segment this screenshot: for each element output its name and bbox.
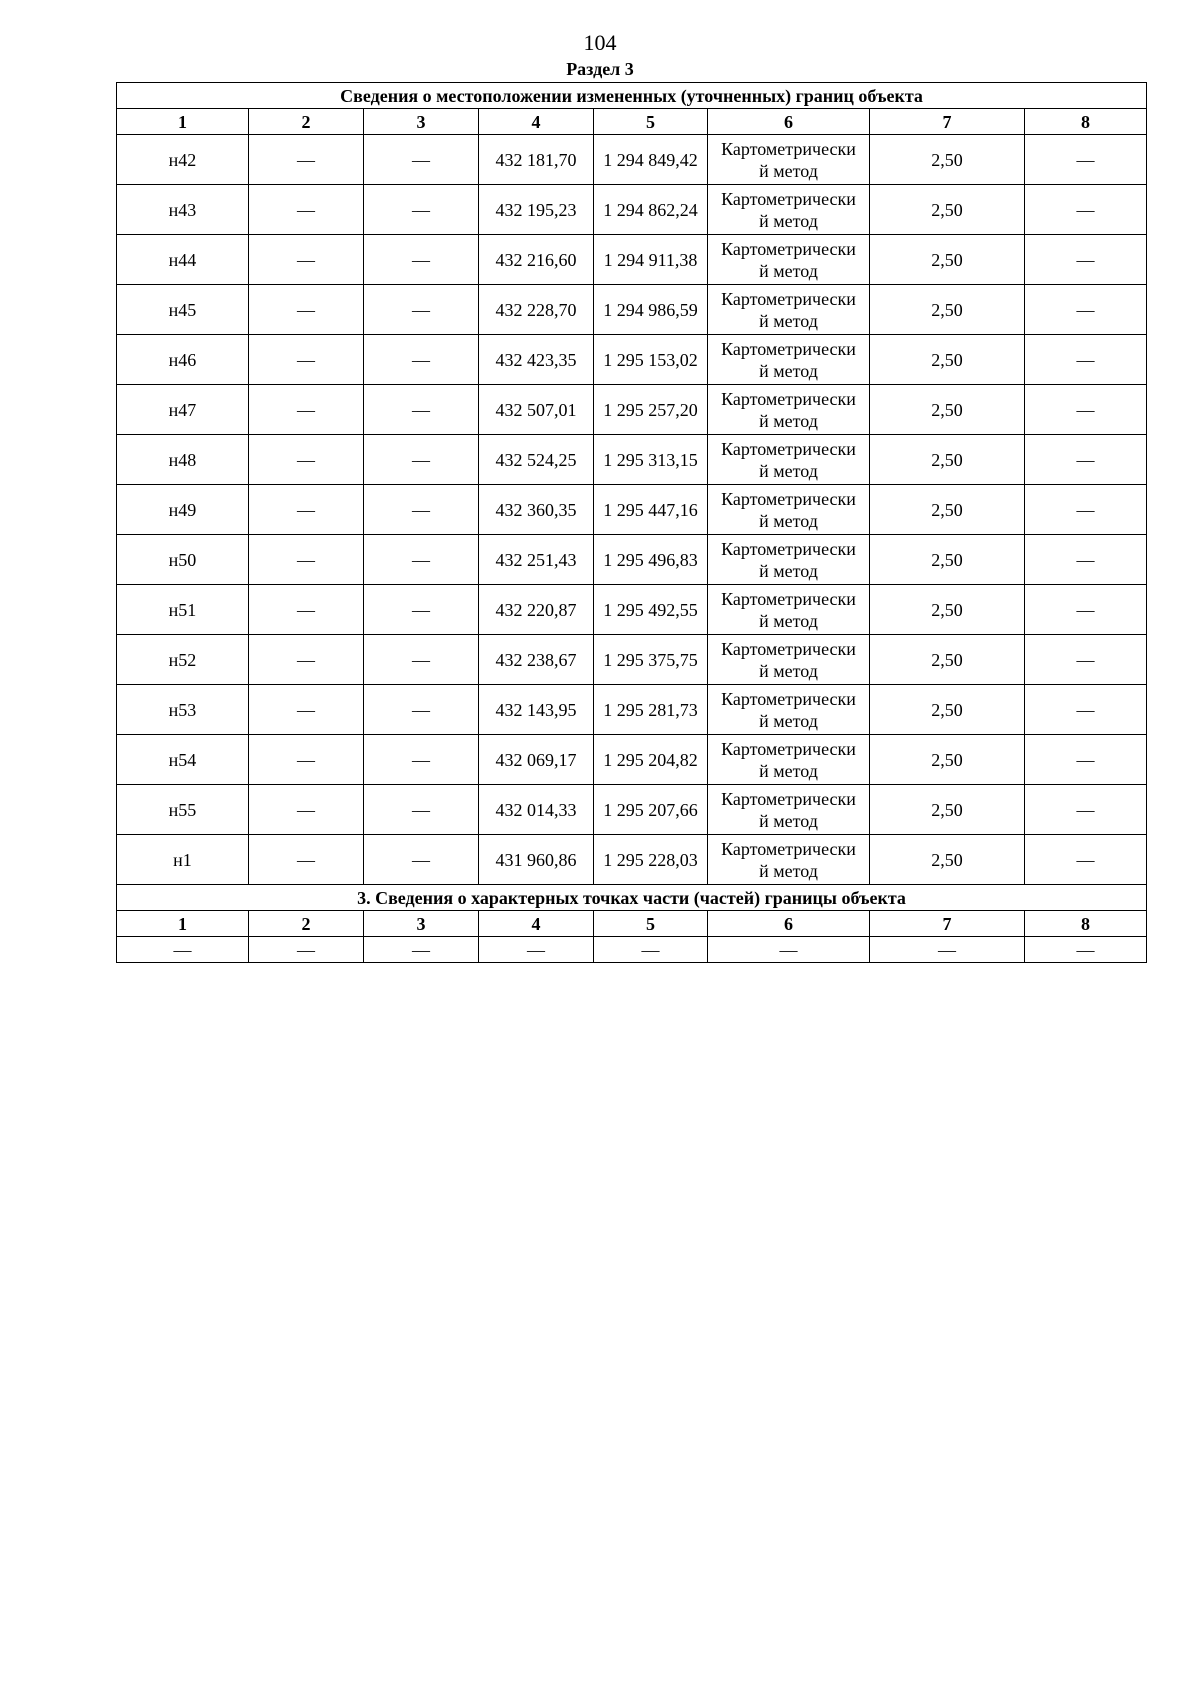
point-name-cell: н46 [117, 335, 249, 385]
method-line-1: Картометрически [721, 788, 856, 809]
empty-cell: — [870, 937, 1025, 963]
column-number: 8 [1025, 109, 1147, 135]
method-line-1: Картометрически [721, 588, 856, 609]
accuracy-cell: 2,50 [870, 185, 1025, 235]
column-8-cell: — [1025, 685, 1147, 735]
method-line-1: Картометрически [721, 538, 856, 559]
coordinate-x-cell: 432 220,87 [479, 585, 594, 635]
coordinate-x-cell: 432 228,70 [479, 285, 594, 335]
column-8-cell: — [1025, 485, 1147, 535]
column-8-cell: — [1025, 235, 1147, 285]
table-row [117, 185, 1147, 235]
method-line-2: й метод [759, 710, 818, 731]
accuracy-cell: 2,50 [870, 635, 1025, 685]
boundary-points-table [116, 82, 1147, 963]
method-cell [708, 285, 870, 335]
coordinate-x-cell: 431 960,86 [479, 835, 594, 885]
coordinate-y-cell: 1 295 375,75 [594, 635, 708, 685]
method-line-1: Картометрически [721, 188, 856, 209]
method-cell [708, 235, 870, 285]
subtable-empty-row [117, 937, 1147, 963]
point-name-cell: н45 [117, 285, 249, 335]
coordinate-x-cell: 432 195,23 [479, 185, 594, 235]
point-name-cell: н1 [117, 835, 249, 885]
column-2-cell: — [249, 635, 364, 685]
coordinate-y-cell: 1 294 862,24 [594, 185, 708, 235]
column-8-cell: — [1025, 635, 1147, 685]
table-row [117, 535, 1147, 585]
column-number-row [117, 109, 1147, 135]
point-name-cell: н53 [117, 685, 249, 735]
table-row [117, 235, 1147, 285]
column-2-cell: — [249, 435, 364, 485]
table-row [117, 685, 1147, 735]
coordinate-x-cell: 432 014,33 [479, 785, 594, 835]
coordinate-x-cell: 432 251,43 [479, 535, 594, 585]
column-2-cell: — [249, 235, 364, 285]
coordinate-x-cell: 432 507,01 [479, 385, 594, 435]
empty-cell: — [249, 937, 364, 963]
table-row [117, 435, 1147, 485]
method-line-2: й метод [759, 160, 818, 181]
coordinate-y-cell: 1 295 447,16 [594, 485, 708, 535]
column-3-cell: — [364, 535, 479, 585]
column-number: 7 [870, 911, 1025, 937]
empty-cell: — [364, 937, 479, 963]
point-name-cell: н51 [117, 585, 249, 635]
method-line-1: Картометрически [721, 388, 856, 409]
column-3-cell: — [364, 135, 479, 185]
column-3-cell: — [364, 585, 479, 635]
method-cell [708, 135, 870, 185]
coordinate-x-cell: 432 216,60 [479, 235, 594, 285]
point-name-cell: н42 [117, 135, 249, 185]
coordinate-x-cell: 432 423,35 [479, 335, 594, 385]
method-cell [708, 785, 870, 835]
method-line-2: й метод [759, 310, 818, 331]
column-2-cell: — [249, 335, 364, 385]
table-row [117, 135, 1147, 185]
accuracy-cell: 2,50 [870, 785, 1025, 835]
column-3-cell: — [364, 185, 479, 235]
column-8-cell: — [1025, 435, 1147, 485]
point-name-cell: н47 [117, 385, 249, 435]
method-line-2: й метод [759, 260, 818, 281]
accuracy-cell: 2,50 [870, 735, 1025, 785]
table-row [117, 385, 1147, 435]
coordinate-x-cell: 432 069,17 [479, 735, 594, 785]
column-2-cell: — [249, 485, 364, 535]
coordinate-y-cell: 1 294 911,38 [594, 235, 708, 285]
column-2-cell: — [249, 735, 364, 785]
table-row [117, 335, 1147, 385]
method-line-2: й метод [759, 810, 818, 831]
column-number: 2 [249, 911, 364, 937]
method-line-1: Картометрически [721, 338, 856, 359]
column-8-cell: — [1025, 335, 1147, 385]
column-3-cell: — [364, 635, 479, 685]
column-8-cell: — [1025, 285, 1147, 335]
empty-cell: — [479, 937, 594, 963]
column-2-cell: — [249, 385, 364, 435]
column-3-cell: — [364, 235, 479, 285]
empty-cell: — [594, 937, 708, 963]
empty-cell: — [1025, 937, 1147, 963]
accuracy-cell: 2,50 [870, 435, 1025, 485]
column-8-cell: — [1025, 535, 1147, 585]
accuracy-cell: 2,50 [870, 235, 1025, 285]
column-2-cell: — [249, 135, 364, 185]
method-line-2: й метод [759, 510, 818, 531]
column-3-cell: — [364, 285, 479, 335]
method-line-2: й метод [759, 210, 818, 231]
coordinate-x-cell: 432 238,67 [479, 635, 594, 685]
column-2-cell: — [249, 185, 364, 235]
column-number: 1 [117, 911, 249, 937]
coordinate-y-cell: 1 295 492,55 [594, 585, 708, 635]
method-line-1: Картометрически [721, 638, 856, 659]
table-row [117, 735, 1147, 785]
column-2-cell: — [249, 585, 364, 635]
table-row [117, 585, 1147, 635]
method-cell [708, 735, 870, 785]
subtable-column-number-row [117, 911, 1147, 937]
accuracy-cell: 2,50 [870, 135, 1025, 185]
column-2-cell: — [249, 535, 364, 585]
point-name-cell: н52 [117, 635, 249, 685]
accuracy-cell: 2,50 [870, 335, 1025, 385]
method-line-1: Картометрически [721, 288, 856, 309]
table-title: Сведения о местоположении измененных (уточненных) границ объекта [117, 83, 1147, 109]
column-3-cell: — [364, 385, 479, 435]
column-3-cell: — [364, 735, 479, 785]
coordinate-y-cell: 1 295 496,83 [594, 535, 708, 585]
point-name-cell: н49 [117, 485, 249, 535]
column-number: 4 [479, 911, 594, 937]
point-name-cell: н55 [117, 785, 249, 835]
coordinate-x-cell: 432 360,35 [479, 485, 594, 535]
column-number: 6 [708, 911, 870, 937]
method-line-1: Картометрически [721, 488, 856, 509]
method-line-2: й метод [759, 460, 818, 481]
coordinate-y-cell: 1 295 228,03 [594, 835, 708, 885]
method-cell [708, 585, 870, 635]
column-number: 3 [364, 109, 479, 135]
column-2-cell: — [249, 685, 364, 735]
point-name-cell: н50 [117, 535, 249, 585]
column-8-cell: — [1025, 835, 1147, 885]
method-cell [708, 535, 870, 585]
method-line-2: й метод [759, 360, 818, 381]
column-8-cell: — [1025, 385, 1147, 435]
coordinate-y-cell: 1 295 153,02 [594, 335, 708, 385]
coordinate-y-cell: 1 295 281,73 [594, 685, 708, 735]
subtable-title-row [117, 885, 1147, 911]
accuracy-cell: 2,50 [870, 485, 1025, 535]
column-3-cell: — [364, 485, 479, 535]
column-3-cell: — [364, 835, 479, 885]
column-number: 3 [364, 911, 479, 937]
method-line-2: й метод [759, 410, 818, 431]
accuracy-cell: 2,50 [870, 685, 1025, 735]
point-name-cell: н48 [117, 435, 249, 485]
coordinate-x-cell: 432 143,95 [479, 685, 594, 735]
column-number: 5 [594, 109, 708, 135]
empty-cell: — [708, 937, 870, 963]
method-line-2: й метод [759, 560, 818, 581]
table-row [117, 485, 1147, 535]
coordinate-y-cell: 1 295 313,15 [594, 435, 708, 485]
column-8-cell: — [1025, 585, 1147, 635]
accuracy-cell: 2,50 [870, 835, 1025, 885]
method-cell [708, 835, 870, 885]
coordinate-x-cell: 432 181,70 [479, 135, 594, 185]
method-cell [708, 485, 870, 535]
section-title: Раздел 3 [566, 59, 634, 79]
method-cell [708, 685, 870, 735]
subtable-title: 3. Сведения о характерных точках части (частей) границы объекта [117, 885, 1147, 911]
table-title-row [117, 83, 1147, 109]
coordinate-y-cell: 1 294 849,42 [594, 135, 708, 185]
point-name-cell: н43 [117, 185, 249, 235]
accuracy-cell: 2,50 [870, 385, 1025, 435]
method-line-2: й метод [759, 760, 818, 781]
column-number: 4 [479, 109, 594, 135]
column-8-cell: — [1025, 735, 1147, 785]
empty-cell: — [117, 937, 249, 963]
column-2-cell: — [249, 285, 364, 335]
column-3-cell: — [364, 335, 479, 385]
method-line-1: Картометрически [721, 138, 856, 159]
point-name-cell: н54 [117, 735, 249, 785]
method-cell [708, 185, 870, 235]
column-3-cell: — [364, 785, 479, 835]
method-line-1: Картометрически [721, 688, 856, 709]
column-number: 2 [249, 109, 364, 135]
coordinate-y-cell: 1 295 257,20 [594, 385, 708, 435]
method-cell [708, 385, 870, 435]
column-number: 1 [117, 109, 249, 135]
column-2-cell: — [249, 835, 364, 885]
table-row [117, 285, 1147, 335]
point-name-cell: н44 [117, 235, 249, 285]
column-8-cell: — [1025, 785, 1147, 835]
column-number: 6 [708, 109, 870, 135]
table-row [117, 835, 1147, 885]
method-cell [708, 435, 870, 485]
method-cell [708, 635, 870, 685]
method-line-1: Картометрически [721, 438, 856, 459]
method-line-1: Картометрически [721, 238, 856, 259]
column-8-cell: — [1025, 185, 1147, 235]
method-line-2: й метод [759, 610, 818, 631]
column-number: 7 [870, 109, 1025, 135]
column-number: 5 [594, 911, 708, 937]
table-row [117, 635, 1147, 685]
method-line-2: й метод [759, 860, 818, 881]
column-2-cell: — [249, 785, 364, 835]
accuracy-cell: 2,50 [870, 585, 1025, 635]
coordinate-y-cell: 1 295 204,82 [594, 735, 708, 785]
column-3-cell: — [364, 435, 479, 485]
method-line-2: й метод [759, 660, 818, 681]
accuracy-cell: 2,50 [870, 285, 1025, 335]
accuracy-cell: 2,50 [870, 535, 1025, 585]
method-cell [708, 335, 870, 385]
column-number: 8 [1025, 911, 1147, 937]
column-8-cell: — [1025, 135, 1147, 185]
page-number: 104 [583, 30, 617, 55]
table-row [117, 785, 1147, 835]
coordinate-y-cell: 1 295 207,66 [594, 785, 708, 835]
method-line-1: Картометрически [721, 838, 856, 859]
column-3-cell: — [364, 685, 479, 735]
coordinate-y-cell: 1 294 986,59 [594, 285, 708, 335]
coordinate-x-cell: 432 524,25 [479, 435, 594, 485]
method-line-1: Картометрически [721, 738, 856, 759]
